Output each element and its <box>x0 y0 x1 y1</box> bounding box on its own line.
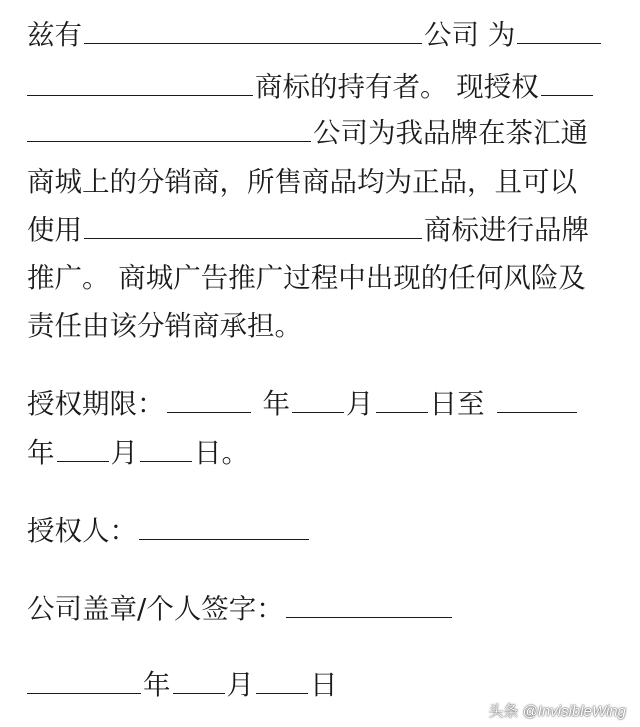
blank-sign-year <box>27 665 141 694</box>
blank-start-month <box>292 384 344 413</box>
text-trademark-holder: 商标的持有者。 现授权 <box>255 71 539 103</box>
blank-distributor-end <box>27 113 311 142</box>
text-line-4: 商城上的分销商，所售商品均为正品，且可以 <box>27 166 577 198</box>
text-day-3: 日 <box>310 669 338 701</box>
seal-label: 公司盖章/个人签字： <box>27 593 284 625</box>
text-month: 月 <box>346 388 374 420</box>
seal-signature-line <box>27 589 454 629</box>
blank-start-day <box>376 384 428 413</box>
blank-company-name <box>84 15 422 44</box>
blank-trademark-use <box>84 210 422 239</box>
text-brand-promo: 商标进行品牌 <box>424 214 589 246</box>
grantor-line <box>27 511 311 551</box>
text-year-3: 年 <box>143 669 171 701</box>
text-month-3: 月 <box>226 669 254 701</box>
text-line-7: 责任由该分销商承担。 <box>27 310 302 342</box>
paragraph-line-3 <box>27 113 588 153</box>
blank-sign-month <box>173 665 225 694</box>
blank-trademark-start <box>517 15 601 44</box>
paragraph-line-7 <box>27 306 302 346</box>
blank-seal-signature <box>286 589 452 618</box>
blank-end-year <box>497 384 577 413</box>
paragraph-line-4 <box>27 162 577 202</box>
text-year: 年 <box>262 388 290 420</box>
watermark <box>488 700 626 721</box>
grantor-label: 授权人： <box>27 515 137 547</box>
paragraph-line-5 <box>27 210 589 250</box>
text-distributor-desc: 公司为我品牌在茶汇通 <box>313 117 588 149</box>
text-day-to: 日至 <box>429 388 485 420</box>
blank-end-month <box>57 433 109 462</box>
authorization-period-line-1 <box>27 384 579 424</box>
blank-distributor-start <box>541 67 593 96</box>
watermark-handle: @InvisibleWing <box>522 703 626 720</box>
text-shi-yong: 使用 <box>27 214 82 246</box>
watermark-prefix: 头条 <box>488 703 519 720</box>
text-month-2: 月 <box>110 437 138 469</box>
blank-end-day <box>140 433 192 462</box>
blank-trademark-end <box>27 67 253 96</box>
blank-start-year <box>167 384 251 413</box>
text-company-wei: 公司 为 <box>424 19 516 51</box>
period-label: 授权期限： <box>27 388 165 420</box>
text-line-6: 推广。 商城广告推广过程中出现的任何风险及 <box>27 262 586 294</box>
text-day-end: 日。 <box>194 437 249 469</box>
paragraph-line-2 <box>27 67 595 107</box>
authorization-period-line-2 <box>27 433 249 473</box>
blank-sign-day <box>256 665 308 694</box>
text-year-2: 年 <box>27 437 55 469</box>
text-zi-you: 兹有 <box>27 19 82 51</box>
paragraph-line-6 <box>27 258 586 298</box>
blank-grantor <box>139 511 309 540</box>
date-line <box>27 665 338 705</box>
paragraph-line-1 <box>27 15 603 55</box>
